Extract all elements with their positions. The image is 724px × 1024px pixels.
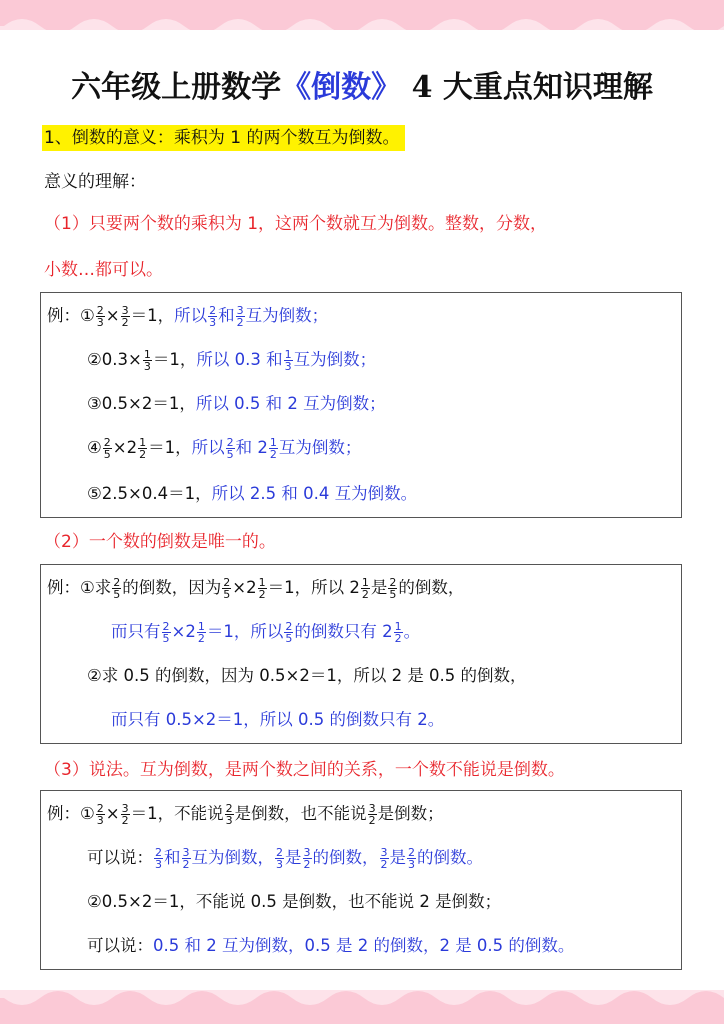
- box1-row3: ③0.5×2＝1，所以 0.5 和 2 互为倒数；: [87, 394, 386, 413]
- title-highlight: 《倒数》: [281, 70, 402, 105]
- point1-line2: 小数…都可以。: [44, 260, 163, 280]
- page-title: 六年级上册数学《倒数》 4 大重点知识理解: [71, 70, 653, 105]
- box2-row3: ②求 0.5 的倒数，因为 0.5×2＝1，所以 2 是 0.5 的倒数，: [87, 666, 527, 685]
- box1-row1: 例：① $\frac{2}{3}$ × $\frac{3}{2}$ ＝1，所以 $\frac{2}{3}$ 和 $\frac{3}{2}$ 互为倒数；: [47, 304, 329, 329]
- point1-line1: （1）只要两个数的乘积为 1，这两个数就互为倒数。整数，分数，: [44, 214, 548, 234]
- section1-sub: 意义的理解：: [44, 172, 146, 192]
- box2-row2: 而只有 $\frac{2}{5}$ ×2 $\frac{1}{2}$ ＝1，所以 $\frac{2}{5}$ 的倒数只有 2 $\frac{1}{2}$ 。: [111, 620, 421, 645]
- section1-heading: 1、倒数的意义：乘积为 1 的两个数互为倒数。: [42, 126, 405, 150]
- point3-heading: （3）说法。互为倒数，是两个数之间的关系，一个数不能说是倒数。: [44, 760, 565, 780]
- box2-row1: 例：①求 $\frac{2}{5}$ 的倒数，因为 $\frac{2}{5}$ ×2 $\frac{1}{2}$ ＝1，所以 2 $\frac{1}{2}$ 是 $\frac{2}{5}$ 的倒数，: [47, 576, 465, 601]
- box1-row5: ⑤2.5×0.4＝1，所以 2.5 和 0.4 互为倒数。: [87, 484, 418, 503]
- box2-row4: 而只有 0.5×2＝1，所以 0.5 的倒数只有 2。: [111, 710, 445, 729]
- box1-row2: ②0.3× $\frac{1}{3}$ ＝1，所以 0.3 和 $\frac{1}{3}$ 互为倒数；: [87, 348, 377, 373]
- box3-row1: 例：① $\frac{2}{3}$ × $\frac{3}{2}$ ＝1，不能说 $\frac{2}{3}$ 是倒数，也不能说 $\frac{3}{2}$ 是倒数；: [47, 802, 444, 827]
- example-box-3: [40, 790, 682, 970]
- box3-row3: ②0.5×2＝1，不能说 0.5 是倒数，也不能说 2 是倒数；: [87, 892, 502, 911]
- example-box-1: [40, 292, 682, 518]
- box3-row4: 可以说：0.5 和 2 互为倒数，0.5 是 2 的倒数，2 是 0.5 的倒数。: [87, 936, 575, 955]
- box1-row4: ④ $\frac{2}{5}$ ×2 $\frac{1}{2}$ ＝1，所以 $\frac{2}{5}$ 和 2 $\frac{1}{2}$ 互为倒数；: [87, 436, 362, 461]
- example-box-2: [40, 564, 682, 744]
- box3-row2: 可以说： $\frac{2}{3}$ 和 $\frac{3}{2}$ 互为倒数， $\frac{2}{3}$ 是 $\frac{3}{2}$ 的倒数， $\frac{3}{2}$ 是 $\frac{2}{3}$ 的倒数。: [87, 846, 483, 871]
- bottom-wave-decoration: [0, 980, 724, 1024]
- point2-heading: （2）一个数的倒数是唯一的。: [44, 532, 276, 552]
